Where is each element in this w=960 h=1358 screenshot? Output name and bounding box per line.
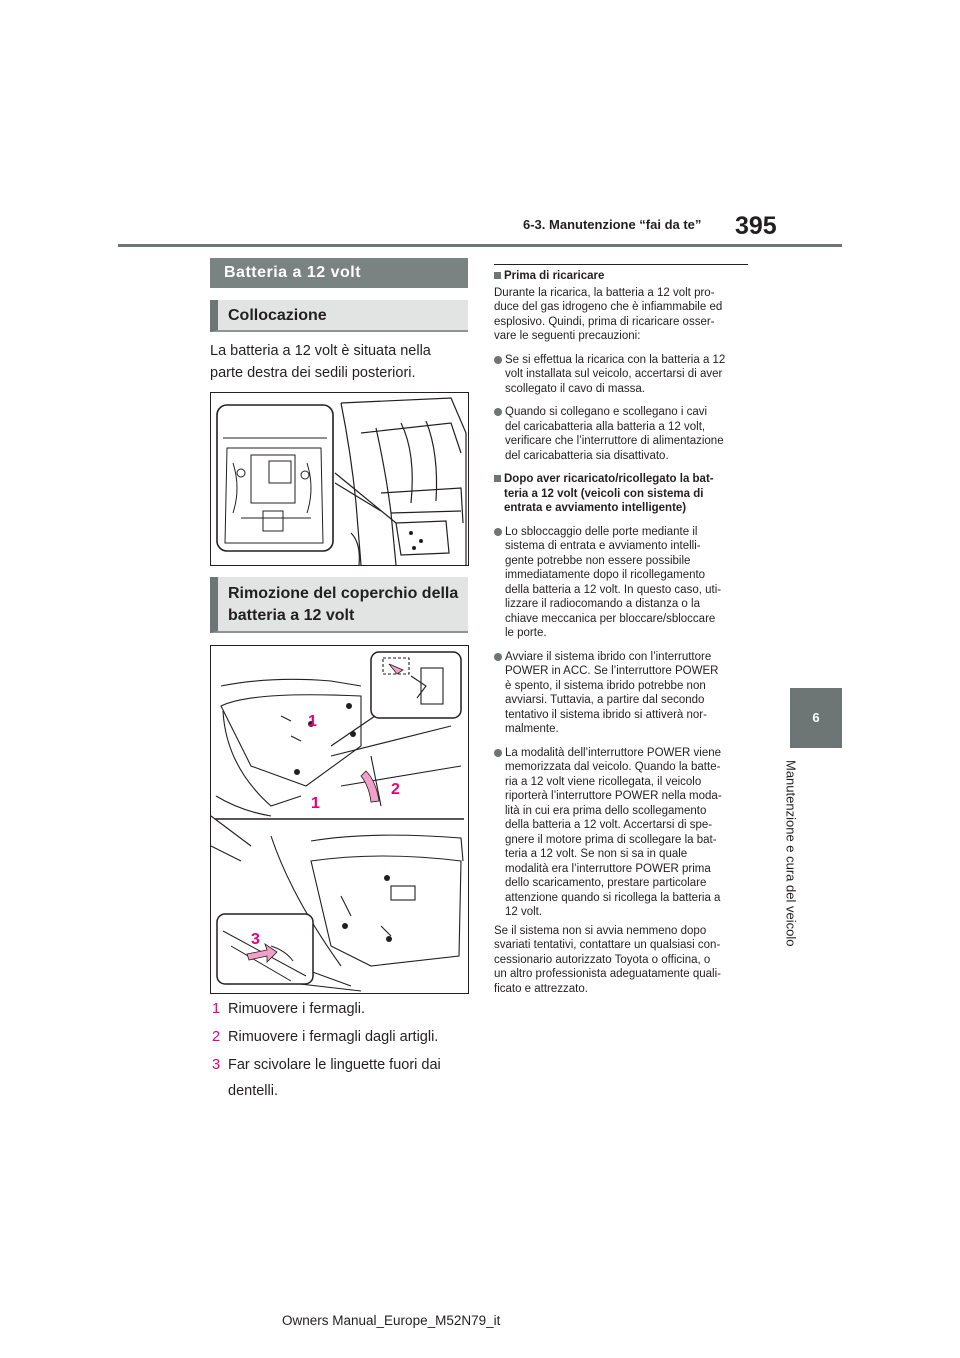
bullet-hybrid-start — [494, 650, 752, 737]
text-line: le porte. — [505, 627, 547, 639]
chapter-label — [771, 760, 811, 960]
steps-list — [212, 998, 470, 1102]
text-line: gente potrebbe non essere possibile — [505, 554, 691, 567]
text-line: ficato e attrezzato. — [494, 982, 588, 995]
text-line: lizzare il radiocomando a distanza o la — [505, 598, 700, 610]
text-line: Se si effettua la ricarica con la batteria a 12 — [505, 353, 726, 366]
text-line: Quando si collegano e scollegano i cavi — [505, 406, 708, 418]
text-line: modalità era l’interruttore POWER prima — [505, 862, 711, 875]
text-line: Avviare il sistema ibrido con l’interruttore — [505, 650, 712, 663]
step-2-text: Rimuovere i fermagli dagli artigli. — [228, 1029, 439, 1045]
step-1-number: 1 — [212, 1001, 221, 1017]
text-line: lità in cui era prima dello scollegamento — [505, 804, 707, 817]
step-3 — [212, 1054, 470, 1076]
callout-1b: 1 — [311, 795, 320, 812]
text-line: teria a 12 volt. Se non si sa in quale — [505, 848, 688, 860]
text-line: Se il sistema non si avvia nemmeno dopo — [494, 924, 707, 937]
text-line: memorizzata dal veicolo. Quando la batte- — [505, 761, 721, 773]
text-line: del caricabatteria sia disattivato. — [505, 449, 669, 462]
text-line: duce del gas idrogeno che è infiammabile ed — [494, 301, 723, 313]
battery-location-figure — [210, 392, 469, 566]
bullet-power-mode — [494, 746, 752, 920]
step-3-number: 3 — [212, 1057, 221, 1073]
callout-1a: 1 — [308, 713, 317, 730]
text-line: Dopo aver ricaricato/ricollegato la bat- — [504, 473, 714, 485]
text-line: chiave meccanica per bloccare/sbloccare — [505, 612, 716, 625]
location-line-2: parte destra dei sedili posteriori. — [210, 365, 416, 381]
subheading-location — [210, 300, 468, 332]
cover-removal-figure — [210, 645, 469, 994]
text-line: malmente. — [505, 723, 559, 735]
main-heading-text: Batteria a 12 volt — [224, 264, 362, 281]
callout-3: 3 — [251, 931, 260, 948]
bullet-ground-cable — [494, 353, 752, 397]
text-line: ria a 12 volt viene ricollegata, il veicolo — [505, 775, 702, 788]
paragraph-charging — [494, 286, 752, 344]
text-line: gnere il motore prima di scollegare la bat- — [505, 833, 717, 846]
subheading-location-text: Collocazione — [228, 307, 327, 324]
callout-2: 2 — [391, 781, 400, 798]
text-line: verificare che l’interruttore di alimentazione — [505, 435, 724, 447]
text-line: tentativo il sistema ibrido si attiverà nor- — [505, 708, 707, 721]
text-line: Lo sbloccaggio delle porte mediante il — [505, 525, 698, 538]
text-line: dello scaricamento, prestare particolare — [505, 877, 707, 889]
header-rule — [118, 244, 842, 247]
step-2 — [212, 1026, 470, 1048]
text-line: esplosivo. Quindi, prima di ricaricare osser- — [494, 315, 715, 328]
right-column-rule — [494, 264, 748, 265]
step-2-number: 2 — [212, 1029, 221, 1045]
subheading-cover-line-1: Rimozione del coperchio della — [228, 585, 459, 602]
text-line: del caricabatteria alla batteria a 12 volt, — [505, 420, 706, 433]
text-line: attenzione quando si ricollega la batteria a — [505, 891, 721, 904]
bullet-door-unlock — [494, 525, 752, 641]
step-3-continued: dentelli. — [228, 1083, 278, 1099]
location-paragraph — [210, 340, 468, 384]
text-line: scollegato il cavo di massa. — [505, 382, 645, 395]
chapter-label-text: Manutenzione e cura del veicolo — [783, 760, 799, 947]
location-line-1: La batteria a 12 volt è situata nella — [210, 343, 431, 359]
right-column — [494, 269, 752, 996]
subheading-cover-line-2: batteria a 12 volt — [228, 607, 355, 624]
cover-removal-illustration — [211, 646, 468, 993]
text-line: svariati tentativi, contattare un qualsiasi con- — [494, 939, 721, 951]
text-line: riporterà l’interruttore POWER nella moda- — [505, 790, 722, 802]
text-line: della batteria a 12 volt. In questo caso, uti- — [505, 583, 722, 596]
text-line: vare le seguenti precauzioni: — [494, 330, 641, 342]
step-1-text: Rimuovere i fermagli. — [228, 1001, 365, 1017]
footer-manual-id: Owners Manual_Europe_M52N79_it — [282, 1313, 501, 1328]
text-line: La modalità dell’interruttore POWER viene — [505, 746, 722, 759]
bullet-charger-switch — [494, 405, 752, 463]
text-line: Durante la ricarica, la batteria a 12 volt pro- — [494, 286, 715, 299]
car-interior-illustration — [211, 393, 468, 565]
text-line: avviarsi. Tuttavia, a partire dal secondo — [505, 694, 705, 706]
subheading-cover-removal — [210, 577, 468, 633]
main-heading — [210, 258, 468, 288]
heading-before-charging: Prima di ricaricare — [494, 269, 752, 284]
text-line: teria a 12 volt (veicoli con sistema di — [504, 487, 704, 500]
heading-after-recharging — [494, 472, 752, 516]
text-line: un altro professionista adeguatamente quali- — [494, 968, 721, 980]
text-line: è spento, il sistema ibrido potrebbe non — [505, 679, 706, 692]
text-line: 12 volt. — [505, 906, 543, 918]
text-line: immediatamente dopo il ricollegamento — [505, 569, 706, 581]
text-line: entrata e avviamento intelligente) — [504, 502, 687, 514]
text-line: sistema di entrata e avviamento intelli- — [505, 540, 701, 552]
chapter-tab: 6 — [790, 688, 842, 748]
paragraph-contact-dealer — [494, 924, 752, 997]
step-3-text: Far scivolare le linguette fuori dai — [228, 1057, 441, 1073]
text-line: POWER in ACC. Se l’interruttore POWER — [505, 665, 719, 677]
text-line: della batteria a 12 volt. Accertarsi di spe- — [505, 819, 713, 831]
text-line: cessionario autorizzato Toyota o officina, o — [494, 953, 711, 966]
section-title: 6-3. Manutenzione “fai da te” — [523, 217, 702, 232]
page-number: 395 — [735, 212, 777, 240]
step-1 — [212, 998, 470, 1020]
text-line: volt installata sul veicolo, accertarsi di aver — [505, 368, 723, 380]
